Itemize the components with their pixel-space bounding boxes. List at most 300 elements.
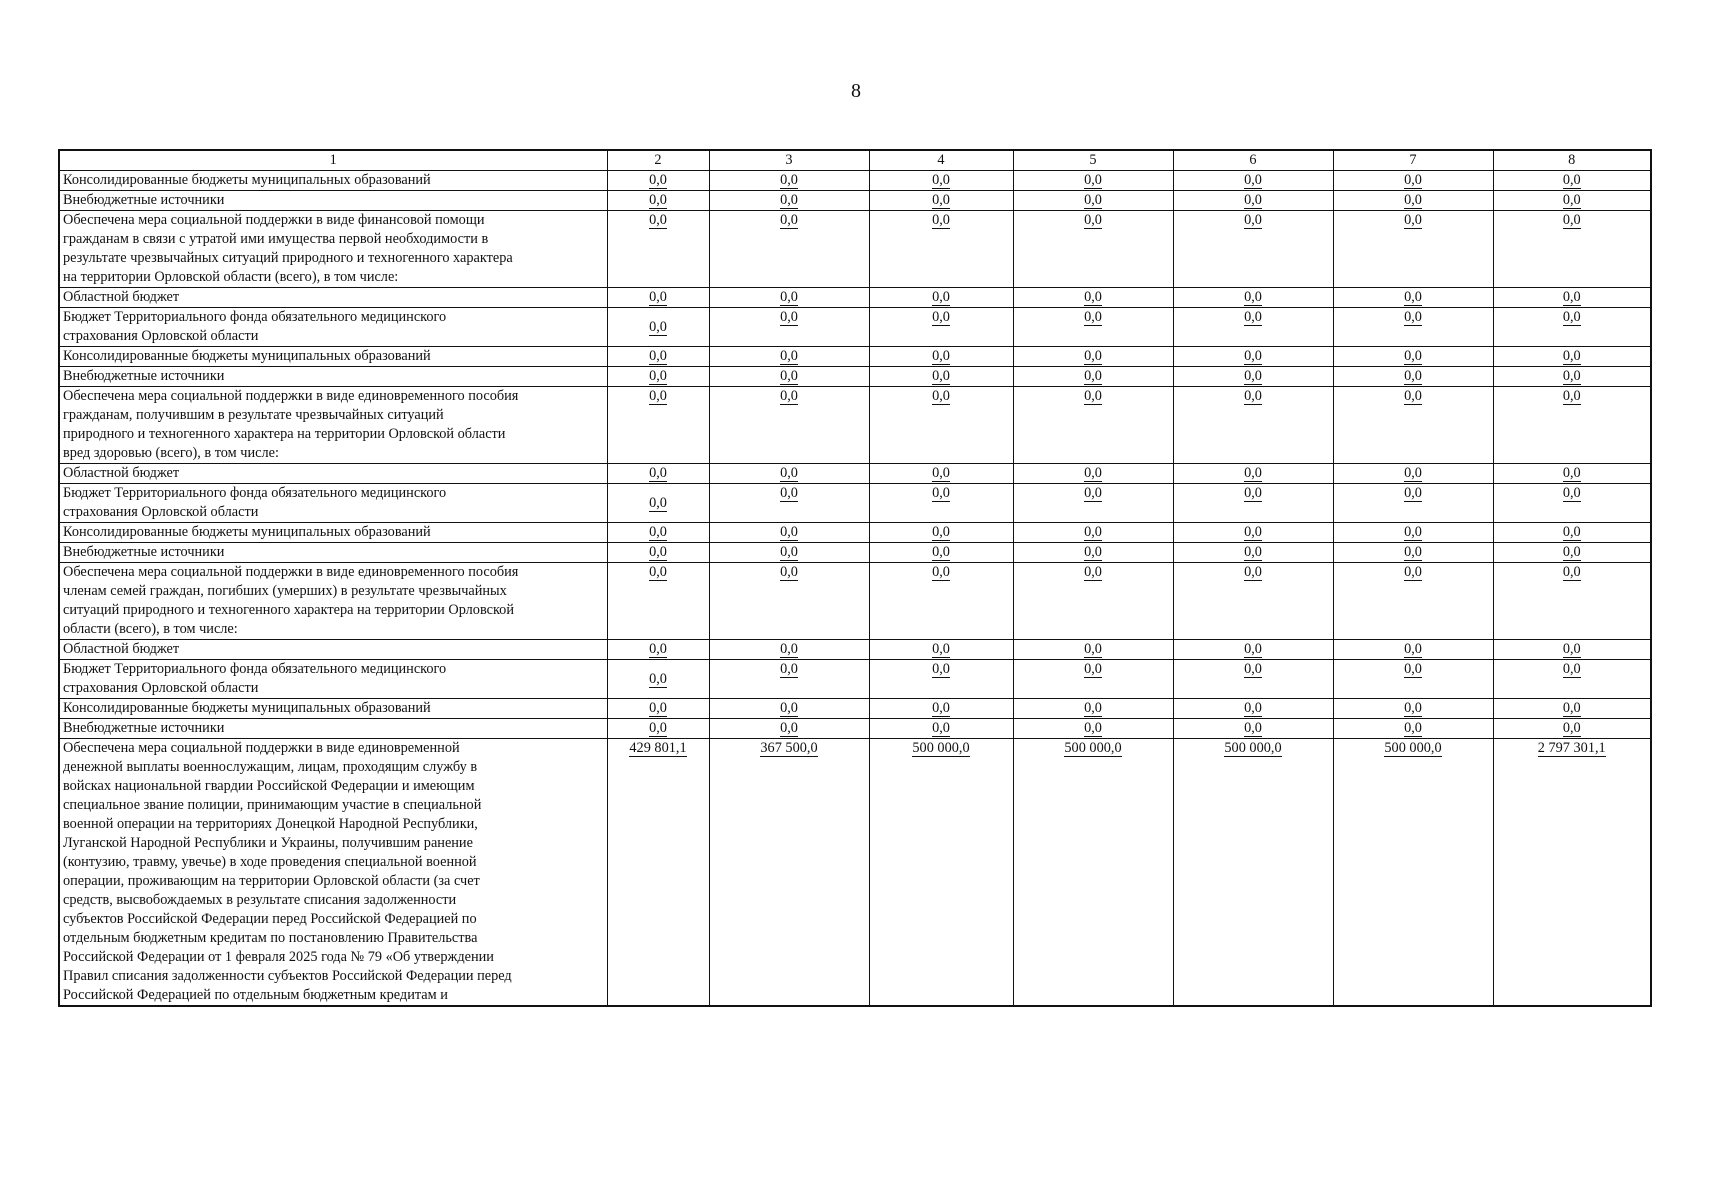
value-cell	[869, 660, 1013, 699]
value-text: 0,0	[649, 318, 667, 335]
row-label: Обеспечена мера социальной поддержки в виде единовременного пособия гражданам, получившим в результате чрезвычайных ситуаций природного и техногенного характера на территории Орловской области вред здоровью (всего), в том числе:	[59, 387, 607, 464]
value-cell	[709, 387, 869, 464]
value-cell	[709, 660, 869, 699]
value-cell	[869, 464, 1013, 484]
value-cell	[1493, 699, 1651, 719]
table-row	[59, 347, 1651, 367]
value-text: 0,0	[649, 192, 667, 208]
value-text: 0,0	[1244, 348, 1262, 364]
value-cell	[1493, 543, 1651, 563]
value-cell	[1173, 739, 1333, 1007]
row-label: Областной бюджет	[59, 640, 607, 660]
value-cell	[869, 523, 1013, 543]
value-text: 0,0	[649, 172, 667, 188]
value-cell	[607, 699, 709, 719]
value-text: 0,0	[1562, 172, 1581, 188]
row-label: Обеспечена мера социальной поддержки в виде единовременного пособия членам семей граждан, погибших (умерших) в результате чрезвычайных ситуаций природного и техногенного характера на территории Орловской области (всего), в том числе:	[59, 563, 607, 640]
value-text: 0,0	[1562, 368, 1581, 384]
value-cell	[869, 484, 1013, 523]
value-cell	[1013, 367, 1173, 387]
value-text: 0,0	[1562, 564, 1581, 580]
value-text: 0,0	[1404, 720, 1422, 736]
value-text: 0,0	[1244, 465, 1262, 481]
value-cell	[709, 699, 869, 719]
value-cell	[869, 719, 1013, 739]
row-label: Бюджет Территориального фонда обязательного медицинского страхования Орловской области	[59, 660, 607, 699]
value-cell	[1173, 387, 1333, 464]
table-row	[59, 719, 1651, 739]
table-row	[59, 739, 1651, 1007]
table-row	[59, 563, 1651, 640]
value-cell	[1333, 347, 1493, 367]
value-text: 0,0	[932, 309, 950, 325]
value-cell	[607, 523, 709, 543]
value-cell	[1493, 719, 1651, 739]
value-cell	[607, 719, 709, 739]
value-text: 0,0	[932, 388, 950, 404]
value-text: 0,0	[1244, 485, 1262, 501]
value-text: 0,0	[780, 641, 798, 657]
value-cell	[1173, 484, 1333, 523]
value-text: 0,0	[1084, 641, 1102, 657]
value-text: 0,0	[649, 544, 667, 560]
value-cell	[709, 563, 869, 640]
value-cell	[1493, 640, 1651, 660]
value-cell	[709, 367, 869, 387]
value-text: 500 000,0	[912, 740, 970, 756]
value-text: 0,0	[1084, 564, 1102, 580]
value-text: 0,0	[1244, 309, 1262, 325]
value-text: 0,0	[1084, 388, 1102, 404]
value-text: 0,0	[1084, 172, 1102, 188]
value-text: 429 801,1	[629, 740, 687, 756]
value-text: 0,0	[932, 485, 950, 501]
value-cell	[1333, 387, 1493, 464]
value-cell	[607, 739, 709, 1007]
table-row	[59, 464, 1651, 484]
value-cell	[1013, 543, 1173, 563]
value-cell	[607, 660, 709, 699]
value-cell	[607, 543, 709, 563]
value-text: 0,0	[932, 192, 950, 208]
value-cell	[709, 484, 869, 523]
table-row	[59, 367, 1651, 387]
value-cell	[607, 211, 709, 288]
value-text: 0,0	[1404, 700, 1422, 716]
value-cell	[1493, 347, 1651, 367]
value-cell	[709, 640, 869, 660]
value-cell	[1013, 719, 1173, 739]
value-cell	[869, 308, 1013, 347]
value-text: 0,0	[1562, 524, 1581, 540]
value-cell	[1333, 563, 1493, 640]
value-cell	[607, 484, 709, 523]
value-text: 0,0	[932, 465, 950, 481]
value-cell	[869, 543, 1013, 563]
value-text: 0,0	[1244, 289, 1262, 305]
value-cell	[1013, 523, 1173, 543]
row-label: Областной бюджет	[59, 288, 607, 308]
value-text: 0,0	[1404, 465, 1422, 481]
value-cell	[709, 171, 869, 191]
value-text: 0,0	[780, 720, 798, 736]
value-text: 0,0	[1244, 641, 1262, 657]
value-text: 0,0	[1404, 641, 1422, 657]
value-cell	[1013, 640, 1173, 660]
value-cell	[607, 563, 709, 640]
row-label: Обеспечена мера социальной поддержки в виде единовременной денежной выплаты военнослужащим, лицам, проходящим службу в войсках национальной гвардии Российской Федерации и имеющим специальное звание полиции, принимающим участие в специальной военной операции на территориях Донецкой Народной Республики, Луганской Народной Республики и Украины, получившим ранение (контузию, травму, увечье) в ходе проведения специальной военной операции, проживающим на территории Орловской области (за счет средств, высвобождаемых в результате списания задолженности субъектов Российской Федерации перед Российской Федерацией по отдельным бюджетным кредитам по постановлению Правительства Российской Федерации от 1 февраля 2025 года № 79 «Об утверждении Правил списания задолженности субъектов Российской Федерации перед Российской Федерацией по отдельным бюджетным кредитам и	[59, 739, 607, 1007]
value-cell	[1493, 211, 1651, 288]
value-cell	[607, 308, 709, 347]
value-cell	[1493, 387, 1651, 464]
value-cell	[1333, 484, 1493, 523]
value-text: 0,0	[932, 524, 950, 540]
value-cell	[869, 347, 1013, 367]
column-header: 4	[869, 150, 1013, 171]
row-label: Внебюджетные источники	[59, 543, 607, 563]
value-text: 0,0	[1244, 172, 1262, 188]
value-cell	[1493, 191, 1651, 211]
value-text: 0,0	[780, 544, 798, 560]
value-text: 0,0	[649, 368, 667, 384]
value-text: 0,0	[932, 348, 950, 364]
value-text: 0,0	[1404, 564, 1422, 580]
value-text: 0,0	[932, 289, 950, 305]
value-text: 0,0	[780, 289, 798, 305]
column-header: 3	[709, 150, 869, 171]
table-row	[59, 640, 1651, 660]
value-cell	[869, 171, 1013, 191]
value-cell	[1173, 288, 1333, 308]
value-text: 0,0	[932, 641, 950, 657]
value-cell	[1333, 543, 1493, 563]
value-text: 0,0	[1244, 564, 1262, 580]
value-text: 0,0	[932, 720, 950, 736]
value-cell	[1013, 563, 1173, 640]
table-row	[59, 484, 1651, 523]
table-row	[59, 523, 1651, 543]
value-text: 0,0	[649, 289, 667, 305]
value-text: 0,0	[932, 172, 950, 188]
value-text: 0,0	[1084, 661, 1102, 677]
column-header: 6	[1173, 150, 1333, 171]
value-text: 0,0	[780, 388, 798, 404]
value-text: 0,0	[932, 368, 950, 384]
column-header: 5	[1013, 150, 1173, 171]
value-cell	[709, 211, 869, 288]
value-cell	[1333, 288, 1493, 308]
value-cell	[1013, 699, 1173, 719]
budget-table	[58, 149, 1652, 1007]
value-text: 0,0	[780, 564, 798, 580]
value-cell	[1493, 563, 1651, 640]
table-row	[59, 211, 1651, 288]
value-text: 0,0	[649, 494, 667, 511]
value-cell	[1333, 699, 1493, 719]
value-text: 0,0	[780, 465, 798, 481]
value-cell	[869, 640, 1013, 660]
value-text: 0,0	[649, 641, 667, 657]
value-cell	[1173, 308, 1333, 347]
value-cell	[1173, 347, 1333, 367]
row-label: Консолидированные бюджеты муниципальных образований	[59, 347, 607, 367]
value-text: 0,0	[932, 212, 950, 228]
value-cell	[709, 308, 869, 347]
value-text: 0,0	[649, 388, 667, 404]
value-cell	[1493, 171, 1651, 191]
value-text: 0,0	[1404, 485, 1422, 501]
value-cell	[607, 171, 709, 191]
value-text: 0,0	[932, 661, 950, 677]
value-text: 0,0	[1404, 172, 1422, 188]
value-text: 0,0	[780, 212, 798, 228]
value-cell	[1333, 660, 1493, 699]
value-text: 500 000,0	[1384, 740, 1442, 756]
value-cell	[1173, 640, 1333, 660]
value-text: 0,0	[1244, 524, 1262, 540]
value-text: 0,0	[1244, 192, 1262, 208]
value-cell	[869, 563, 1013, 640]
value-text: 0,0	[932, 564, 950, 580]
value-text: 0,0	[780, 309, 798, 325]
value-cell	[1173, 191, 1333, 211]
value-cell	[1173, 660, 1333, 699]
row-label: Областной бюджет	[59, 464, 607, 484]
value-cell	[1173, 211, 1333, 288]
value-text: 0,0	[1562, 465, 1581, 481]
value-text: 0,0	[1562, 641, 1581, 657]
value-text: 0,0	[1404, 368, 1422, 384]
page-number: 8	[851, 80, 861, 102]
table-row	[59, 699, 1651, 719]
value-cell	[1333, 308, 1493, 347]
value-text: 0,0	[649, 465, 667, 481]
column-header: 2	[607, 150, 709, 171]
value-cell	[1493, 367, 1651, 387]
value-cell	[709, 523, 869, 543]
value-text: 0,0	[1404, 289, 1422, 305]
row-label: Внебюджетные источники	[59, 719, 607, 739]
value-text: 0,0	[780, 172, 798, 188]
value-text: 0,0	[649, 564, 667, 580]
value-cell	[607, 347, 709, 367]
value-text: 0,0	[1084, 485, 1102, 501]
value-cell	[1173, 464, 1333, 484]
value-text: 0,0	[780, 348, 798, 364]
value-text: 0,0	[1244, 212, 1262, 228]
value-cell	[607, 191, 709, 211]
value-cell	[1013, 464, 1173, 484]
value-text: 0,0	[780, 661, 798, 677]
row-label: Внебюджетные источники	[59, 367, 607, 387]
value-text: 0,0	[1084, 309, 1102, 325]
value-cell	[709, 288, 869, 308]
value-cell	[1013, 739, 1173, 1007]
column-header: 7	[1333, 150, 1493, 171]
value-text: 0,0	[1404, 212, 1422, 228]
value-text: 0,0	[1084, 465, 1102, 481]
value-text: 0,0	[932, 700, 950, 716]
value-cell	[1173, 523, 1333, 543]
value-cell	[1493, 523, 1651, 543]
value-text: 0,0	[1244, 368, 1262, 384]
value-cell	[709, 191, 869, 211]
value-text: 500 000,0	[1224, 740, 1282, 756]
value-cell	[1013, 660, 1173, 699]
value-cell	[1333, 171, 1493, 191]
value-cell	[869, 211, 1013, 288]
table-row	[59, 387, 1651, 464]
value-text: 0,0	[649, 212, 667, 228]
value-cell	[1173, 543, 1333, 563]
table-row	[59, 543, 1651, 563]
table-row	[59, 660, 1651, 699]
value-text: 500 000,0	[1064, 740, 1122, 756]
value-text: 0,0	[1084, 720, 1102, 736]
table-row	[59, 191, 1651, 211]
value-text: 0,0	[1562, 348, 1581, 364]
row-label: Бюджет Территориального фонда обязательного медицинского страхования Орловской области	[59, 484, 607, 523]
value-text: 0,0	[1084, 700, 1102, 716]
value-text: 0,0	[780, 700, 798, 716]
value-text: 0,0	[1084, 524, 1102, 540]
value-text: 0,0	[1244, 700, 1262, 716]
table-row	[59, 288, 1651, 308]
value-text: 0,0	[1404, 661, 1422, 677]
value-cell	[869, 191, 1013, 211]
value-cell	[709, 464, 869, 484]
value-text: 0,0	[1244, 388, 1262, 404]
row-label: Бюджет Территориального фонда обязательного медицинского страхования Орловской области	[59, 308, 607, 347]
value-cell	[1333, 211, 1493, 288]
value-text: 0,0	[780, 524, 798, 540]
value-text: 0,0	[780, 192, 798, 208]
value-text: 0,0	[1404, 348, 1422, 364]
value-cell	[1173, 699, 1333, 719]
value-text: 0,0	[649, 670, 667, 687]
value-text: 0,0	[1404, 388, 1422, 404]
value-text: 0,0	[1084, 368, 1102, 384]
value-cell	[869, 367, 1013, 387]
value-cell	[1333, 367, 1493, 387]
row-label: Обеспечена мера социальной поддержки в виде финансовой помощи гражданам в связи с утратой ими имущества первой необходимости в результате чрезвычайных ситуаций природного и техногенного характера на территории Орловской области (всего), в том числе:	[59, 211, 607, 288]
row-label: Консолидированные бюджеты муниципальных образований	[59, 699, 607, 719]
value-cell	[1173, 367, 1333, 387]
value-text: 0,0	[1404, 524, 1422, 540]
value-cell	[1333, 464, 1493, 484]
value-text: 0,0	[649, 700, 667, 716]
value-text: 0,0	[1562, 309, 1581, 325]
value-cell	[1333, 739, 1493, 1007]
value-cell	[1493, 484, 1651, 523]
value-text: 0,0	[1404, 309, 1422, 325]
value-text: 0,0	[1404, 192, 1422, 208]
value-text: 0,0	[1562, 700, 1581, 716]
value-cell	[607, 367, 709, 387]
column-header: 1	[59, 150, 607, 171]
value-cell	[709, 719, 869, 739]
value-text: 0,0	[1084, 212, 1102, 228]
value-text: 0,0	[780, 368, 798, 384]
row-label: Консолидированные бюджеты муниципальных образований	[59, 171, 607, 191]
value-text: 2 797 301,1	[1537, 740, 1606, 756]
value-text: 0,0	[780, 485, 798, 501]
value-text: 0,0	[1244, 544, 1262, 560]
column-number-row	[59, 150, 1651, 171]
value-text: 0,0	[1404, 544, 1422, 560]
value-cell	[1333, 719, 1493, 739]
value-cell	[1173, 719, 1333, 739]
value-cell	[1493, 739, 1651, 1007]
value-cell	[1013, 211, 1173, 288]
value-cell	[1013, 308, 1173, 347]
value-cell	[1013, 288, 1173, 308]
row-label: Консолидированные бюджеты муниципальных образований	[59, 523, 607, 543]
value-cell	[1333, 523, 1493, 543]
value-cell	[869, 699, 1013, 719]
value-cell	[869, 739, 1013, 1007]
value-text: 0,0	[1562, 544, 1581, 560]
row-label: Внебюджетные источники	[59, 191, 607, 211]
value-cell	[1013, 484, 1173, 523]
value-cell	[1493, 660, 1651, 699]
value-cell	[1013, 347, 1173, 367]
value-cell	[1493, 308, 1651, 347]
table-row	[59, 171, 1651, 191]
value-text: 0,0	[1562, 192, 1581, 208]
value-cell	[607, 288, 709, 308]
value-text: 0,0	[1244, 720, 1262, 736]
value-text: 0,0	[1084, 289, 1102, 305]
value-cell	[1013, 191, 1173, 211]
value-cell	[869, 387, 1013, 464]
value-cell	[709, 543, 869, 563]
column-header: 8	[1493, 150, 1651, 171]
value-text: 0,0	[1084, 192, 1102, 208]
value-cell	[1013, 171, 1173, 191]
value-text: 0,0	[932, 544, 950, 560]
value-text: 0,0	[1562, 212, 1581, 228]
value-cell	[1013, 387, 1173, 464]
value-text: 0,0	[1244, 661, 1262, 677]
value-text: 0,0	[1562, 388, 1581, 404]
value-text: 0,0	[1562, 661, 1581, 677]
table-body	[59, 150, 1651, 1006]
value-text: 0,0	[1562, 720, 1581, 736]
value-cell	[709, 347, 869, 367]
value-cell	[869, 288, 1013, 308]
value-cell	[1173, 563, 1333, 640]
value-text: 367 500,0	[760, 740, 818, 756]
value-text: 0,0	[1562, 485, 1581, 501]
value-cell	[607, 464, 709, 484]
value-text: 0,0	[1084, 348, 1102, 364]
value-cell	[1333, 191, 1493, 211]
value-text: 0,0	[649, 524, 667, 540]
value-cell	[607, 387, 709, 464]
value-cell	[1493, 288, 1651, 308]
value-text: 0,0	[649, 720, 667, 736]
table-row	[59, 308, 1651, 347]
value-text: 0,0	[649, 348, 667, 364]
value-text: 0,0	[1084, 544, 1102, 560]
value-cell	[1333, 640, 1493, 660]
value-cell	[607, 640, 709, 660]
value-cell	[709, 739, 869, 1007]
value-cell	[1173, 171, 1333, 191]
value-cell	[1493, 464, 1651, 484]
value-text: 0,0	[1562, 289, 1581, 305]
